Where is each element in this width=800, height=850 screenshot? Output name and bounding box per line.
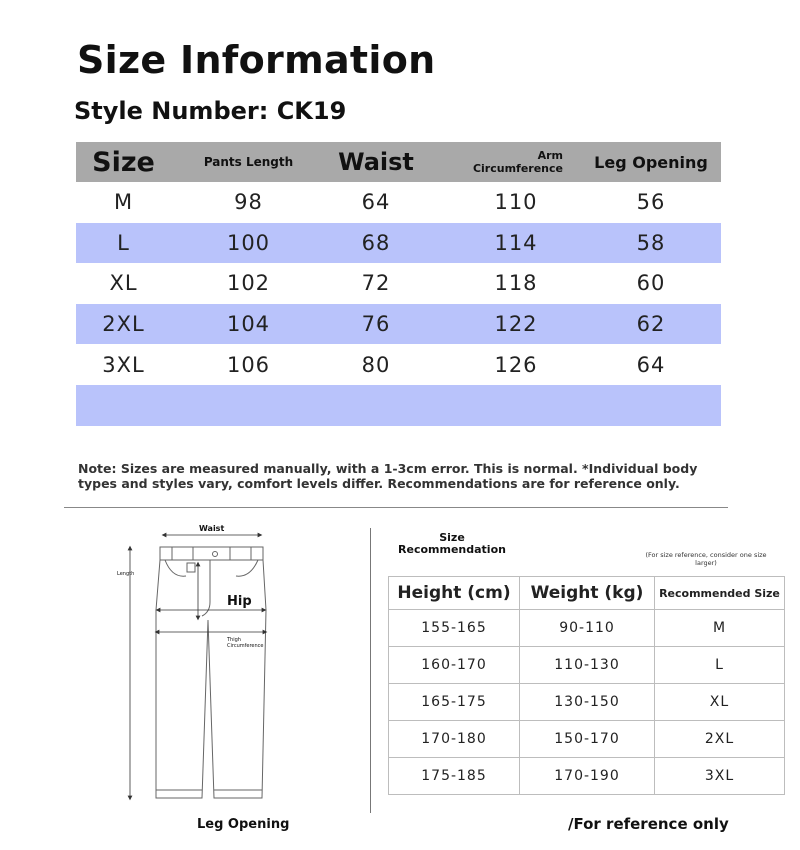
- cell-height: 175-185: [389, 758, 520, 795]
- cell-waist: 76: [361, 312, 391, 337]
- cell-pants-length: 106: [226, 352, 271, 377]
- cell-size: L: [117, 230, 130, 255]
- cell-arm: 118: [494, 271, 538, 296]
- size-table-header: [76, 142, 721, 182]
- cell-weight: 150-170: [520, 721, 655, 758]
- cell-arm: 114: [494, 230, 538, 255]
- table-row: [389, 610, 785, 647]
- cell-size: 3XL: [102, 352, 145, 377]
- header-height: Height (cm): [389, 577, 520, 610]
- header-arm-line2: Circumference: [472, 162, 563, 175]
- cell-leg-opening: 56: [636, 190, 666, 215]
- recommendation-title-line2: Recommendation: [398, 543, 506, 556]
- recommendation-title: [397, 532, 507, 556]
- cell-weight: 90-110: [520, 610, 655, 647]
- cell-height: 165-175: [389, 684, 520, 721]
- cell-pants-length: 102: [226, 271, 271, 296]
- cell-height: 170-180: [389, 721, 520, 758]
- vertical-divider: [370, 528, 371, 813]
- header-arm-circumference: [451, 142, 581, 182]
- cell-leg-opening: 62: [636, 312, 666, 337]
- header-size: Size: [92, 146, 155, 178]
- cell-pants-length: 98: [234, 190, 263, 215]
- header-waist: Waist: [338, 148, 414, 176]
- cell-size: 2XL: [102, 312, 145, 337]
- recommendation-table: [388, 576, 785, 795]
- table-row: [76, 223, 721, 264]
- table-row: [389, 647, 785, 684]
- cell-height: 155-165: [389, 610, 520, 647]
- diagram-leg-opening-label: Leg Opening: [197, 817, 290, 832]
- cell-size: L: [655, 647, 785, 684]
- table-row: [389, 721, 785, 758]
- table-row: [76, 182, 721, 223]
- cell-weight: 130-150: [520, 684, 655, 721]
- cell-leg-opening: 58: [636, 230, 666, 255]
- table-row: [389, 758, 785, 795]
- diagram-waist-label: Waist: [199, 524, 225, 533]
- diagram-thigh-label: Thigh Circumference: [227, 637, 264, 649]
- header-pants-length: Pants Length: [203, 155, 294, 169]
- cell-waist: 80: [361, 352, 391, 377]
- pants-diagram-icon: [110, 520, 310, 820]
- cell-pants-length: 104: [226, 312, 271, 337]
- table-row: [389, 684, 785, 721]
- cell-waist: 68: [361, 230, 391, 255]
- cell-size: M: [655, 610, 785, 647]
- cell-arm: 110: [494, 190, 538, 215]
- diagram-hip-label: Hip: [227, 594, 252, 609]
- diagram-length-label: Length: [117, 571, 135, 577]
- cell-pants-length: 100: [226, 230, 271, 255]
- table-row: [76, 304, 721, 345]
- style-number: Style Number: CK19: [74, 97, 347, 125]
- table-row-empty: [76, 385, 721, 426]
- recommendation-header-row: [389, 577, 785, 610]
- header-recommended-size: Recommended Size: [655, 577, 785, 610]
- recommendation-title-line1: Size: [439, 531, 465, 544]
- cell-size: M: [113, 190, 134, 215]
- cell-leg-opening: 64: [636, 352, 666, 377]
- page-title: Size Information: [77, 38, 436, 82]
- size-table: [76, 142, 721, 426]
- reference-only-label: /For reference only: [568, 815, 729, 833]
- cell-size: XL: [655, 684, 785, 721]
- cell-weight: 110-130: [520, 647, 655, 684]
- header-weight: Weight (kg): [520, 577, 655, 610]
- cell-height: 160-170: [389, 647, 520, 684]
- cell-weight: 170-190: [520, 758, 655, 795]
- cell-size: XL: [109, 271, 138, 296]
- table-row: [76, 344, 721, 385]
- cell-size: 3XL: [655, 758, 785, 795]
- horizontal-divider: [64, 507, 728, 508]
- cell-leg-opening: 60: [636, 271, 666, 296]
- cell-arm: 122: [494, 312, 538, 337]
- cell-size: 2XL: [655, 721, 785, 758]
- header-arm-line1: Arm: [537, 149, 563, 162]
- header-leg-opening: Leg Opening: [594, 152, 708, 172]
- recommendation-note: (For size reference, consider one size larger): [645, 551, 767, 567]
- measurement-note: Note: Sizes are measured manually, with a 1-3cm error. This is normal. *Individual body types and styles vary, comfort levels differ. Recommendations are for reference only.: [78, 461, 698, 491]
- cell-waist: 64: [361, 190, 391, 215]
- cell-waist: 72: [361, 271, 391, 296]
- table-row: [76, 263, 721, 304]
- cell-arm: 126: [494, 352, 538, 377]
